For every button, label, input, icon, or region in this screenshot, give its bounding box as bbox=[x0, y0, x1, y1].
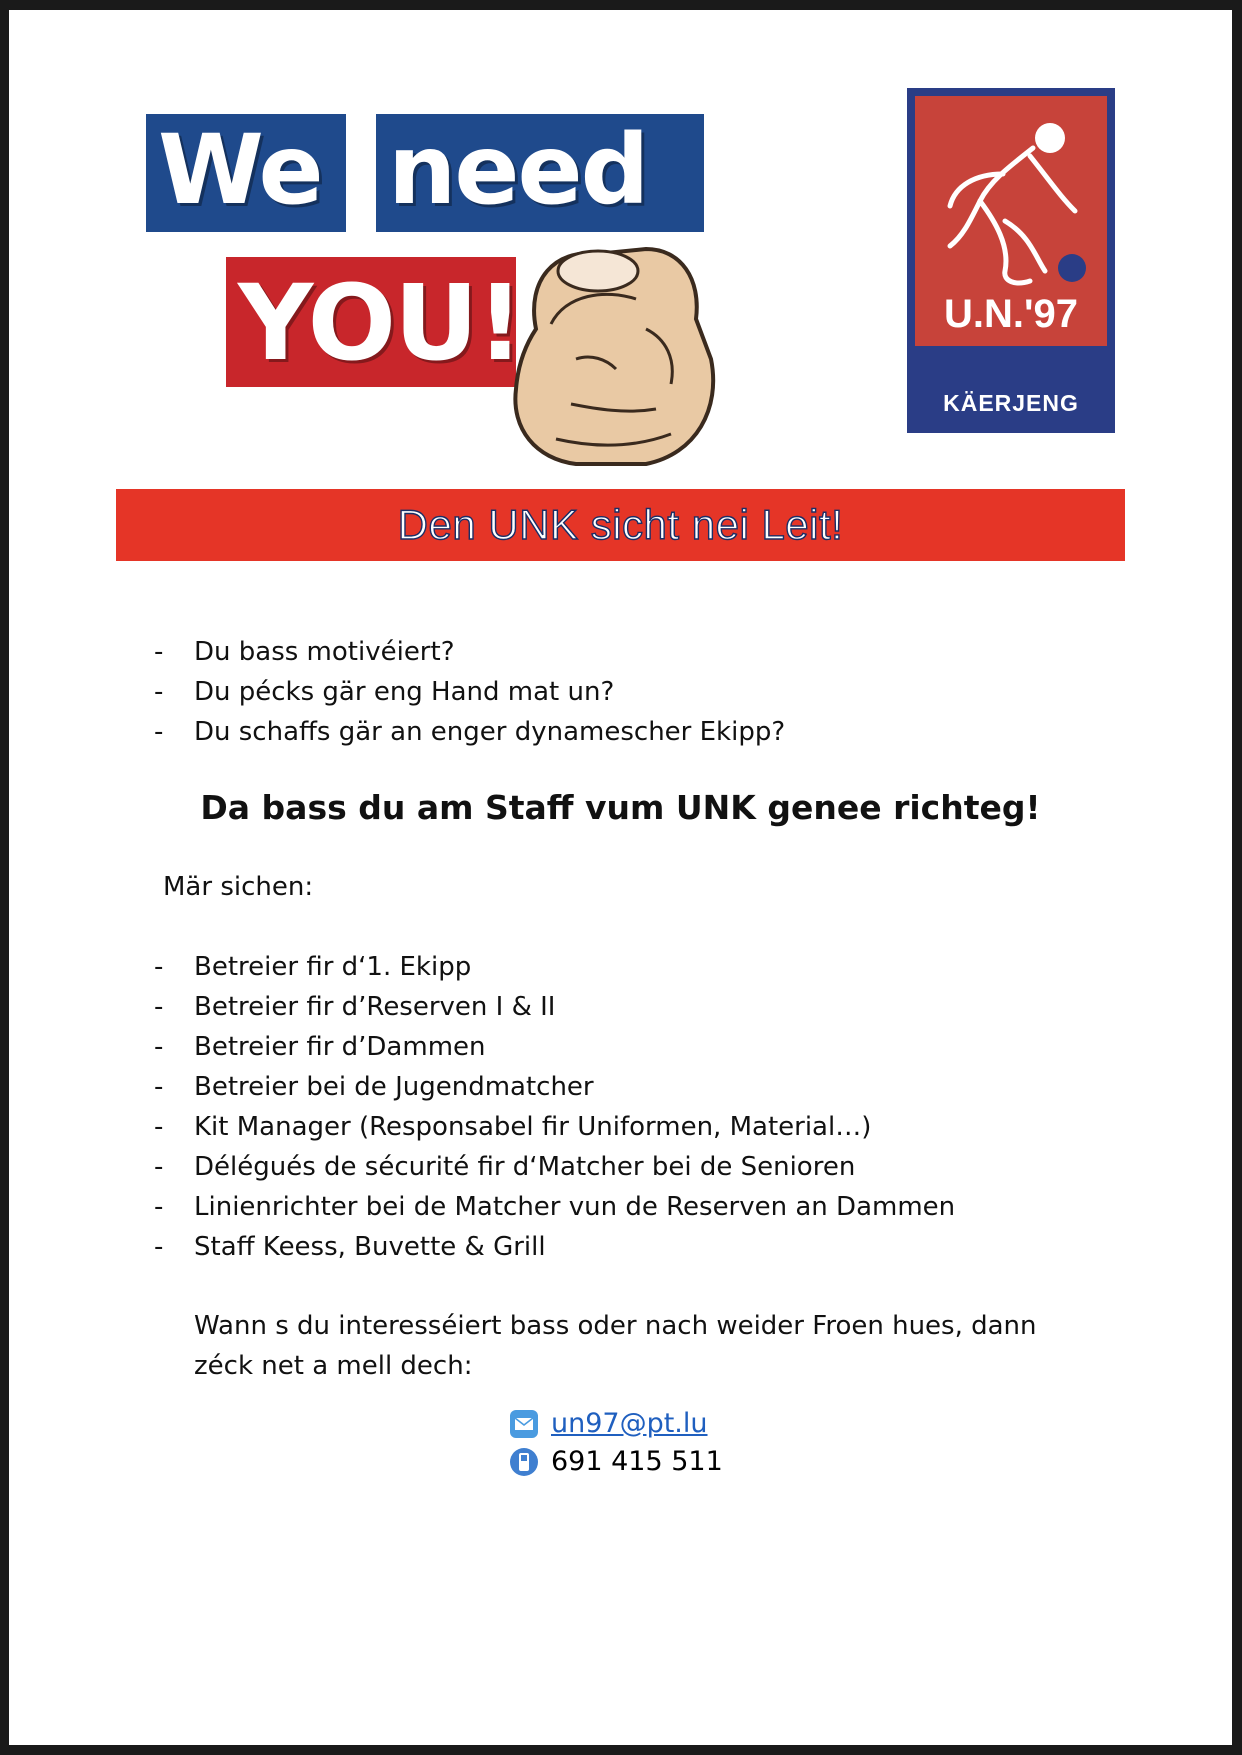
positions-list bbox=[154, 947, 955, 1267]
list-item: - Betreier fir d‘1. Ekipp bbox=[154, 947, 955, 987]
intro-text: Mär sichen: bbox=[163, 872, 314, 902]
mobile-phone-icon bbox=[509, 1447, 539, 1477]
club-logo bbox=[907, 88, 1115, 433]
phone-number: 691 415 511 bbox=[551, 1446, 723, 1477]
logo-club-name: U.N.'97 bbox=[943, 292, 1078, 336]
list-marker: - bbox=[154, 637, 164, 667]
questions-list bbox=[154, 632, 785, 752]
list-marker: - bbox=[154, 1032, 164, 1062]
list-marker: - bbox=[154, 1192, 164, 1222]
list-item: - Betreier bei de Jugendmatcher bbox=[154, 1067, 955, 1107]
we-need-you-banner bbox=[136, 104, 696, 464]
email-contact bbox=[509, 1408, 708, 1439]
envelope-icon bbox=[509, 1409, 539, 1439]
pointing-hand-icon bbox=[496, 209, 726, 469]
list-item: - Du pécks gär eng Hand mat un? bbox=[154, 672, 785, 712]
list-item: - Linienrichter bei de Matcher vun de Reserven an Dammen bbox=[154, 1187, 955, 1227]
list-marker: - bbox=[154, 717, 164, 747]
email-link[interactable]: un97@pt.lu bbox=[551, 1408, 708, 1439]
phone-contact bbox=[509, 1446, 723, 1477]
flyer-page bbox=[9, 10, 1232, 1745]
closing-paragraph: Wann s du interesséiert bass oder nach weider Froen hues, dann zéck net a mell dech: bbox=[194, 1311, 1037, 1381]
logo-city-name: KÄERJENG bbox=[943, 390, 1079, 416]
list-item: - Betreier fir d’Dammen bbox=[154, 1027, 955, 1067]
headline: Da bass du am Staff vum UNK genee richteg! bbox=[200, 788, 1041, 827]
title-bar bbox=[116, 489, 1125, 561]
page-title: Den UNK sicht nei Leit! bbox=[397, 501, 844, 548]
logo-red-field bbox=[915, 96, 1107, 346]
list-item: - Du bass motivéiert? bbox=[154, 632, 785, 672]
list-marker: - bbox=[154, 677, 164, 707]
list-marker: - bbox=[154, 1112, 164, 1142]
list-item: - Délégués de sécurité fir d‘Matcher bei de Senioren bbox=[154, 1147, 955, 1187]
list-marker: - bbox=[154, 992, 164, 1022]
list-marker: - bbox=[154, 952, 164, 982]
list-marker: - bbox=[154, 1152, 164, 1182]
list-marker: - bbox=[154, 1072, 164, 1102]
banner-word-need: need bbox=[388, 114, 648, 226]
list-item: - Kit Manager (Responsabel fir Uniformen, Material…) bbox=[154, 1107, 955, 1147]
list-marker: - bbox=[154, 1232, 164, 1262]
banner-word-we: We bbox=[158, 114, 322, 226]
banner-word-you: YOU! bbox=[238, 262, 522, 384]
list-item: - Betreier fir d’Reserven I & II bbox=[154, 987, 955, 1027]
list-item: - Du schaffs gär an enger dynamescher Ekipp? bbox=[154, 712, 785, 752]
list-item: - Staff Keess, Buvette & Grill bbox=[154, 1227, 955, 1267]
